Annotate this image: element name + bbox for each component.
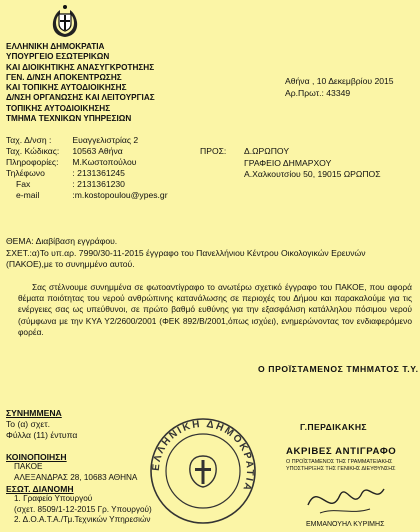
issuer-line: ΤΜΗΜΑ ΤΕΧΝΙΚΩΝ ΥΠΗΡΕΣΙΩΝ bbox=[6, 114, 132, 124]
attachment-line: Το (α) σχετ. bbox=[6, 419, 50, 429]
stamp-line: ΥΠΟΣΤΗΡΙΞΗΣ ΤΗΣ ΓΕΝΙΚΗΣ ΔΙΕΥΘΥΝΣΗΣ bbox=[286, 466, 396, 472]
signature-title: Ο ΠΡΟΪΣΤΑΜΕΝΟΣ ΤΜΗΜΑΤΟΣ Τ.Υ. bbox=[258, 364, 419, 374]
protocol-label: Αρ.Πρωτ.: bbox=[285, 88, 324, 98]
contact-row bbox=[6, 157, 168, 168]
signatory-name: Γ.ΠΕΡΔΙΚΑΚΗΣ bbox=[300, 422, 367, 432]
recipient-label: ΠΡΟΣ: bbox=[200, 146, 227, 156]
issuer-line: Δ/ΝΣΗ ΟΡΓΑΝΩΣΗΣ ΚΑΙ ΛΕΙΤΟΥΡΓΙΑΣ bbox=[6, 93, 155, 103]
recipient-block bbox=[244, 146, 381, 181]
contact-label: e-mail bbox=[16, 190, 40, 200]
issuer-line: ΚΑΙ ΔΙΟΙΚΗΤΙΚΗΣ ΑΝΑΣΥΓΚΡΟΤΗΣΗΣ bbox=[6, 62, 155, 72]
contact-label: Fax bbox=[16, 179, 31, 189]
contact-value: Ευαγγελιστρίας 2 bbox=[72, 135, 139, 145]
cc-block bbox=[6, 452, 137, 483]
attachments-heading: ΣΥΝΗΜΜΕΝΑ bbox=[6, 408, 62, 418]
greek-coat-of-arms-emblem bbox=[50, 4, 80, 40]
contact-label: Πληροφορίες: bbox=[6, 157, 59, 167]
recipient-line: Α.Χαλκουτσίου 50, 19015 ΩΡΩΠΟΣ bbox=[244, 169, 381, 179]
official-seal-stamp bbox=[148, 416, 258, 526]
issuer-line: ΚΑΙ ΤΟΠΙΚΗΣ ΑΥΤΟΔΙΟΙΚΗΣΗΣ bbox=[6, 83, 127, 93]
reference-label: ΣΧΕΤ.: bbox=[6, 248, 32, 258]
reference bbox=[6, 248, 411, 270]
body-paragraph: Σας στέλνουμε συνημμένα σε φωτοαντίγραφο το ανωτέρω σχετικό έγγραφο του ΠΑΚΟΕ, που αφορά θέματα ποιότητας του νερού ανθρώπινης κατανάλωσης σε περιοχές του Δήμου και παρακαλούμε για τις ενέργειες σας ως υπεύθυνοι, σε πρώτο βαθμό ευθύνης για την εξασφάλιση κατάλληλου πόσιμου νερού (σύμφωνα με την ΚΥΑ Υ2/2600/2001 (ΦΕΚ 892/Β/2001,όπως ισχύει), ενημερώνοντας τον ενδιαφερόμενο φορέα. bbox=[18, 282, 412, 337]
contact-value: 10563 Αθήνα bbox=[72, 146, 123, 156]
attachment-line: Φύλλα (11) έντυπα bbox=[6, 430, 78, 440]
issuer-line: ΤΟΠΙΚΗΣ ΑΥΤΟΔΙΟΙΚΗΣΗΣ bbox=[6, 103, 111, 113]
internal-distribution-block bbox=[6, 484, 152, 525]
cc-line: ΠΑΚΟΕ bbox=[14, 462, 43, 472]
distribution-line: 1. Γραφείο Υπουργού bbox=[14, 494, 93, 504]
reference-text: α)Το υπ.αρ. 7990/30-11-2015 έγγραφο του Πανελλήνιου Κέντρου Οικολογικών Ερευνών (ΠΑΚΟΕ),με το συνημμένο αυτού. bbox=[6, 248, 366, 269]
contact-value: : 2131361245 bbox=[72, 168, 125, 178]
attachments-block bbox=[6, 408, 77, 441]
stamp-signer: ΕΜΜΑΝΟΥΗΛ ΚΥΡΙΜΗΣ bbox=[306, 521, 385, 528]
subject-text: Διαβίβαση εγγράφου. bbox=[35, 236, 118, 246]
contact-label: Ταχ. Κώδικας: bbox=[6, 146, 60, 156]
document-date: Αθήνα , 10 Δεκεμβρίου 2015 bbox=[285, 76, 394, 86]
protocol-line bbox=[285, 88, 350, 99]
protocol-number: 43349 bbox=[326, 88, 351, 98]
cc-line: ΑΛΕΞΑΝΔΡΑΣ 28, 10683 ΑΘΗΝΑ bbox=[14, 472, 138, 482]
certified-copy-heading: ΑΚΡΙΒΕΣ ΑΝΤΙΓΡΑΦΟ bbox=[286, 446, 397, 457]
distribution-line: 2. Δ.Ο.Α.Τ.Α./Τμ.Τεχνικών Υπηρεσιών bbox=[14, 514, 151, 524]
distribution-line: (σχετ. 8509/1-12-2015 Γρ. Υπουργού) bbox=[14, 504, 152, 514]
issuer-line: ΥΠΟΥΡΓΕΙΟ ΕΣΩΤΕΡΙΚΩΝ bbox=[6, 52, 110, 62]
contact-row bbox=[6, 146, 168, 157]
contact-row bbox=[6, 179, 168, 190]
issuer-line: ΓΕΝ. Δ/ΝΣΗ ΑΠΟΚΕΝΤΡΩΣΗΣ bbox=[6, 72, 122, 82]
contact-value: Μ.Κωστοπούλου bbox=[72, 157, 137, 167]
contact-row bbox=[6, 135, 168, 146]
contact-label: Τηλέφωνο bbox=[6, 168, 45, 178]
cc-heading: ΚΟΙΝΟΠΟΙΗΣΗ bbox=[6, 452, 67, 462]
contact-label: Ταχ. Δ/νση : bbox=[6, 135, 52, 145]
subject-line bbox=[6, 236, 117, 247]
recipient-line: ΓΡΑΦΕΙΟ ΔΗΜΑΡΧΟΥ bbox=[244, 157, 332, 168]
handwritten-signature bbox=[300, 475, 390, 525]
contact-value: : 2131361230 bbox=[72, 179, 125, 189]
issuer-line: ΕΛΛΗΝΙΚΗ ΔΗΜΟΚΡΑΤΙΑ bbox=[6, 42, 105, 51]
certified-copy-stamp bbox=[286, 446, 412, 528]
issuer-block bbox=[6, 42, 155, 124]
contact-row bbox=[6, 168, 168, 179]
contact-value: :m.kostopoulou@ypes.gr bbox=[72, 190, 168, 200]
contact-row bbox=[6, 190, 168, 201]
stamp-line: Ο ΠΡΟΪΣΤΑΜΕΝΟΣ ΤΗΣ ΓΡΑΜΜΑΤΕΙΑΚΗΣ bbox=[286, 459, 393, 465]
contact-block bbox=[6, 135, 168, 201]
recipient-line: Δ.ΩΡΩΠΟΥ bbox=[244, 146, 290, 156]
seal-text: ΕΛΛΗΝΙΚΗ ΔΗΜΟΚΡΑΤΙΑ bbox=[150, 418, 256, 494]
subject-label: ΘΕΜΑ: bbox=[6, 236, 34, 246]
internal-distribution-heading: ΕΣΩΤ. ΔΙΑΝΟΜΗ bbox=[6, 484, 74, 494]
